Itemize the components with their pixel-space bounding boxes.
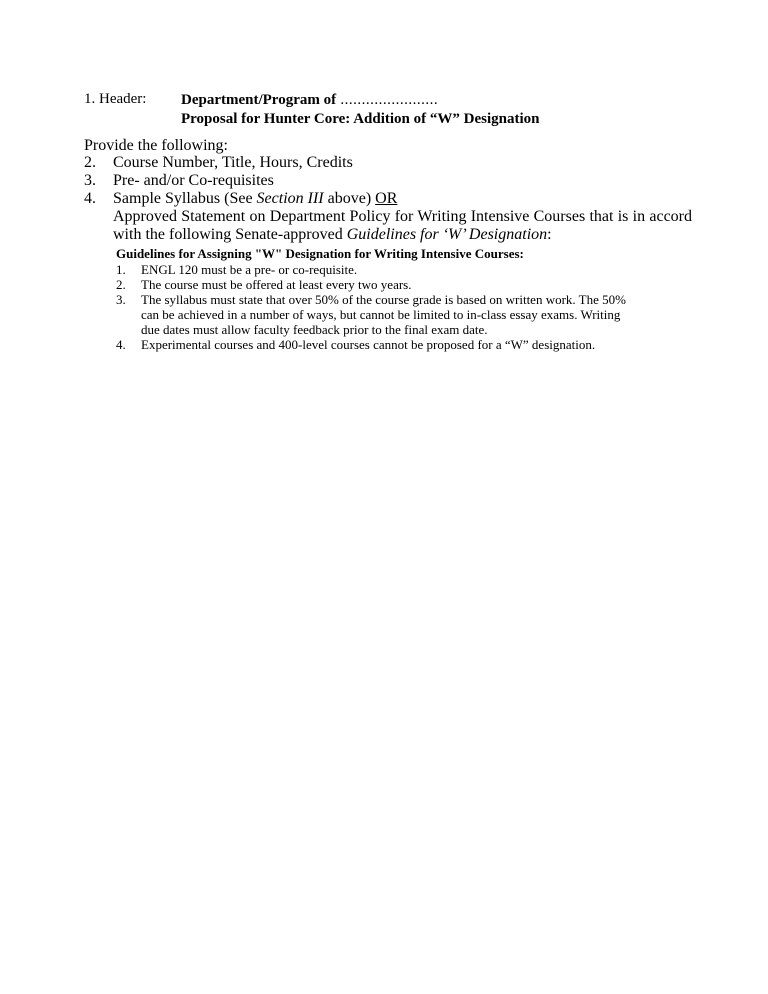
- requirements-list: [84, 154, 692, 244]
- or-underlined: OR: [375, 190, 398, 207]
- guideline-number: 3.: [116, 292, 126, 307]
- guideline-text: ENGL 120 must be a pre- or co-requisite.: [141, 262, 358, 277]
- header-line-1: [181, 91, 540, 110]
- guideline-item: [116, 262, 636, 277]
- guideline-text: Experimental courses and 400-level courses cannot be proposed for a “W” designation.: [141, 337, 596, 352]
- provide-intro: Provide the following:: [84, 137, 228, 154]
- guideline-number: 1.: [116, 262, 126, 277]
- approved-statement-text: [113, 208, 692, 244]
- item-text: above): [323, 190, 376, 207]
- item-number: 2.: [84, 154, 96, 171]
- item-text: :: [547, 226, 552, 243]
- guideline-item: [116, 292, 636, 337]
- guideline-item: [116, 277, 636, 292]
- guidelines-reference: Guidelines for ‘W’ Designation: [346, 226, 548, 243]
- proposal-title: Proposal for Hunter Core: Addition of “W” Designation: [181, 111, 540, 127]
- guideline-item: [116, 337, 636, 352]
- header-label: 1. Header:: [84, 91, 147, 107]
- guidelines-box: [116, 246, 636, 352]
- sample-syllabus-line: [113, 190, 692, 208]
- item-text: Sample Syllabus (See: [113, 190, 257, 207]
- guideline-text: The syllabus must state that over 50% of the course grade is based on written work. The 50% can be achieved in a number of ways, but cannot be limited to in-class essay exams. Writing due dates must allow faculty feedback prior to the final exam date.: [141, 292, 626, 337]
- item-text: Course Number, Title, Hours, Credits: [113, 154, 353, 171]
- item-text: Approved Statement on Department Policy for Writing Intensive Courses that is in accord with the following Senate-approved: [113, 208, 692, 243]
- requirement-item-2: [84, 154, 692, 172]
- item-text: Pre- and/or Co-requisites: [113, 172, 274, 189]
- guideline-number: 4.: [116, 337, 126, 352]
- department-program-blank: .......................: [336, 92, 439, 108]
- section-reference: Section III: [256, 190, 324, 207]
- item-number: 4.: [84, 190, 96, 207]
- guidelines-title: Guidelines for Assigning "W" Designation for Writing Intensive Courses:: [116, 246, 524, 261]
- department-program-label: Department/Program of: [181, 92, 337, 108]
- header-lines: [181, 91, 540, 129]
- requirement-item-3: [84, 172, 692, 190]
- guideline-text: The course must be offered at least every two years.: [141, 277, 412, 292]
- requirement-item-4: [84, 190, 692, 244]
- item-number: 3.: [84, 172, 96, 189]
- guideline-number: 2.: [116, 277, 126, 292]
